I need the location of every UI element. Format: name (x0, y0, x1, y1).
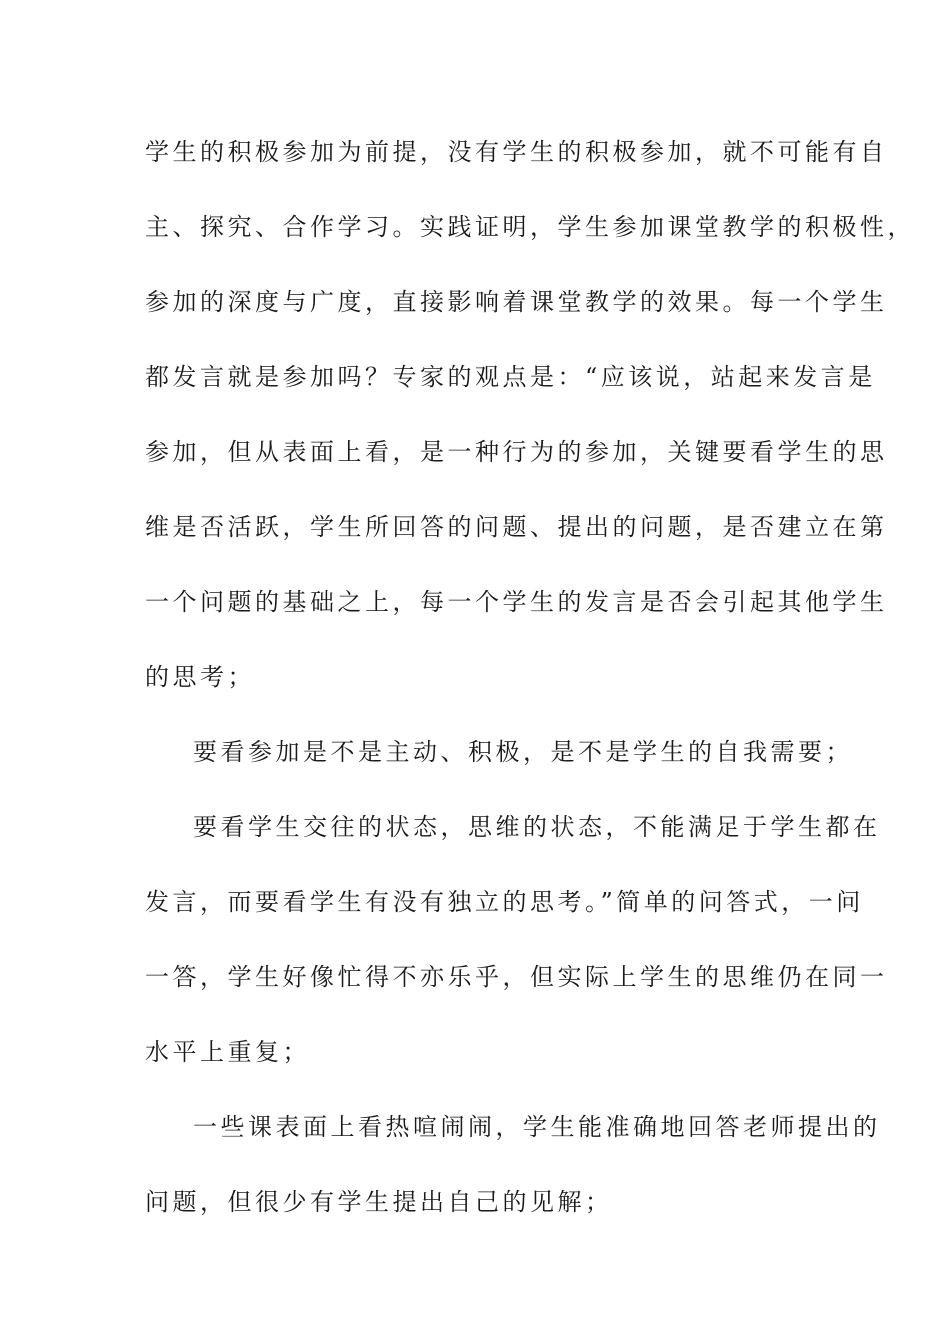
paragraph-start-line: 一些课表面上看热喧闹闹，学生能准确地回答老师提出的 (193, 1113, 881, 1141)
text-line: 主、探究、合作学习。实践证明，学生参加课堂教学的积极性， (145, 213, 915, 241)
text-line: 一答，学生好像忙得不亦乐乎，但实际上学生的思维仍在同一 (145, 963, 888, 991)
text-line: 问题，但很少有学生提出自己的见解； (145, 1188, 613, 1216)
text-line: 的思考； (145, 663, 255, 691)
text-line: 都发言就是参加吗？专家的观点是：“应该说，站起来发言是 (145, 363, 876, 391)
text-line: 维是否活跃，学生所回答的问题、提出的问题，是否建立在第 (145, 513, 888, 541)
paragraph-start-line: 要看参加是不是主动、积极，是不是学生的自我需要； (193, 738, 853, 766)
text-line: 参加，但从表面上看，是一种行为的参加，关键要看学生的思 (145, 438, 888, 466)
text-line: 发言，而要看学生有没有独立的思考。”简单的问答式，一问 (145, 888, 864, 916)
text-line: 水平上重复； (145, 1038, 310, 1066)
text-line: 一个问题的基础之上，每一个学生的发言是否会引起其他学生 (145, 588, 888, 616)
text-line: 学生的积极参加为前提，没有学生的积极参加，就不可能有自 (145, 138, 888, 166)
text-line: 参加的深度与广度，直接影响着课堂教学的效果。每一个学生 (145, 288, 888, 316)
paragraph-start-line: 要看学生交往的状态，思维的状态，不能满足于学生都在 (193, 813, 881, 841)
document-body (145, 128, 915, 1253)
